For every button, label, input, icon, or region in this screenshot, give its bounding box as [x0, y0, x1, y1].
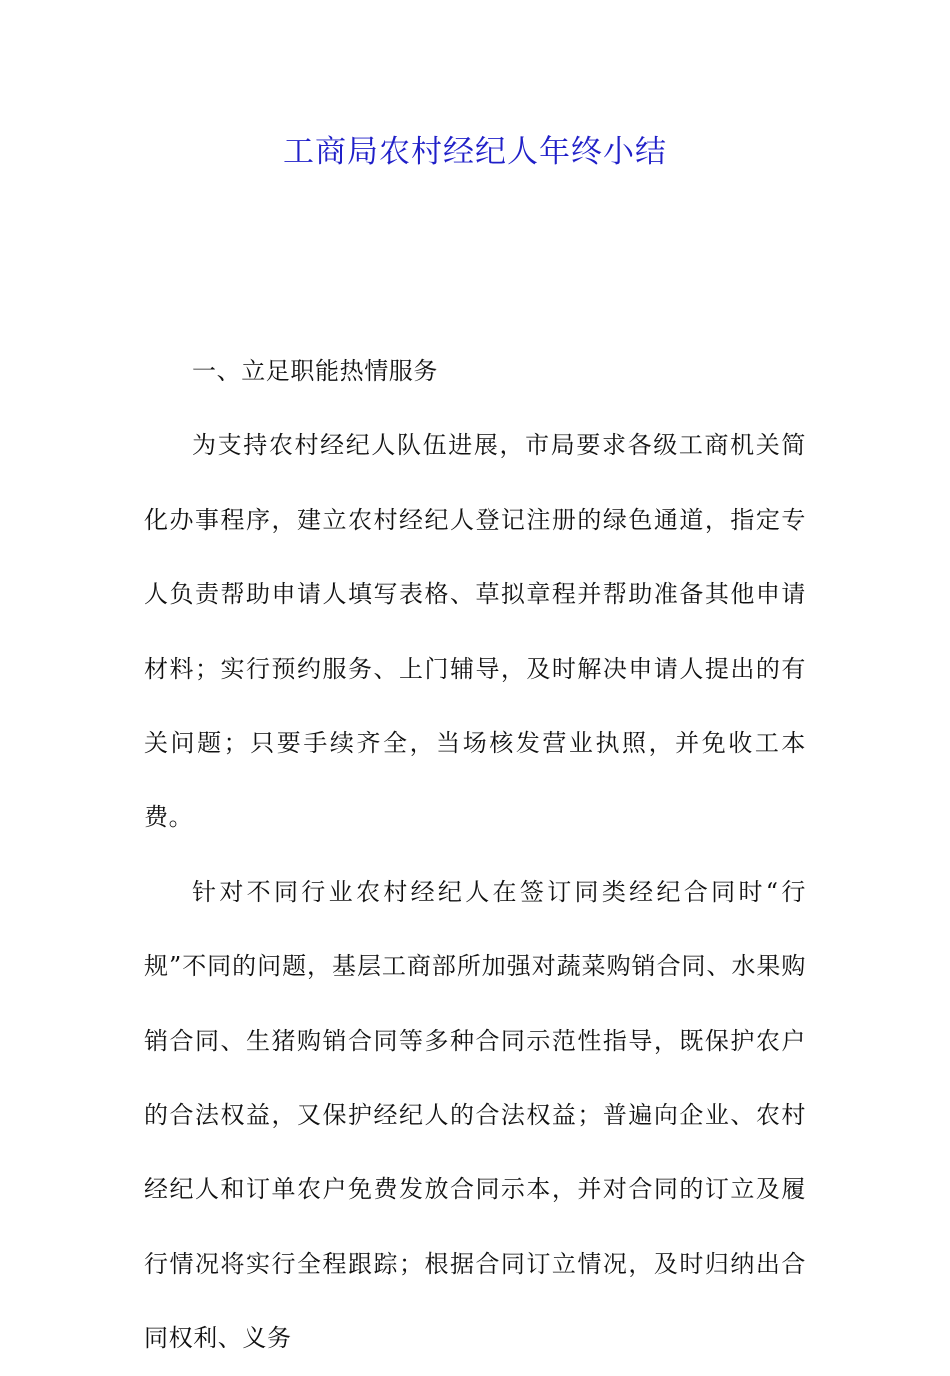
- paragraph-1: 为支持农村经纪人队伍进展，市局要求各级工商机关简化办事程序，建立农村经纪人登记注册的绿色通道，指定专人负责帮助申请人填写表格、草拟章程并帮助准备其他申请材料；实行预约服务、上门辅导，及时解决申请人提出的有关问题；只要手续齐全，当场核发营业执照，并免收工本费。: [144, 431, 806, 832]
- section-heading: 一、立足职能热情服务: [192, 357, 438, 385]
- document-body: [144, 334, 806, 1376]
- document-title: 工商局农村经纪人年终小结: [283, 134, 667, 170]
- paragraph-2: 针对不同行业农村经纪人在签订同类经纪合同时“行规”不同的问题，基层工商部所加强对蔬菜购销合同、水果购销合同、生猪购销合同等多种合同示范性指导，既保护农户的合法权益，又保护经纪人的合法权益；普遍向企业、农村经纪人和订单农户免费发放合同示本，并对合同的订立及履行情况将实行全程跟踪；根据合同订立情况，及时归纳出合同权利、义务: [144, 877, 806, 1353]
